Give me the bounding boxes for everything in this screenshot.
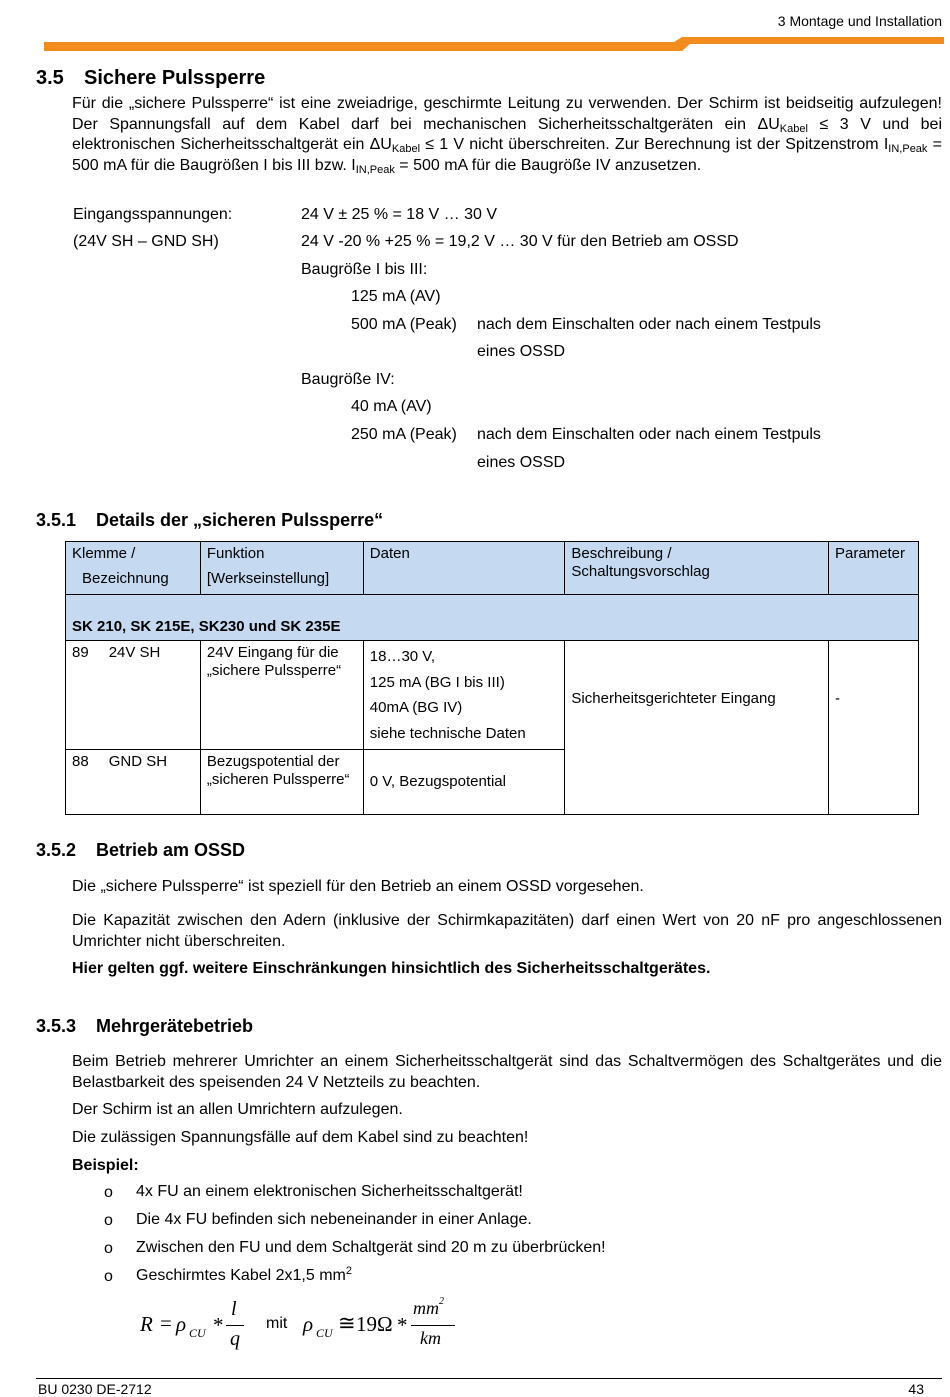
multi-paragraph-2: Der Schirm ist an allen Umrichtern aufzulegen. — [72, 1101, 403, 1118]
running-header: 3 Montage und Installation — [777, 13, 942, 29]
header-beschreibung: Beschreibung / Schaltungsvorschlag — [565, 542, 829, 595]
formula-approx: ≅ — [338, 1311, 356, 1335]
subsection-title: Betrieb am OSSD — [96, 840, 246, 860]
formula-km: km — [420, 1328, 441, 1348]
spec-voltage-ossd: 24 V -20 % +25 % = 19,2 V … 30 V für den Betrieb am OSSD — [301, 233, 739, 250]
parameter-cell: - — [828, 641, 918, 815]
section-title: Sichere Pulssperre — [84, 67, 266, 89]
details-table — [65, 541, 919, 815]
bullet-marker: o — [104, 1184, 113, 1201]
function-88: Bezugspotential der „sicheren Pulssperre“ — [200, 750, 363, 815]
intro-paragraph: Für die „sichere Pulssperre“ ist eine zweiadrige, geschirmte Leitung zu verwenden. Der Schirm ist beidseitig aufzulegen! Der Spannungsfall auf dem Kabel darf bei mechanischen Sicherheitsschaltgeräten ein $\Delta U_{Kabel} \le 3$ V und bei elektronischen Sicherheitsschaltgerät ein $\Delta U_{Kabel} \le 1$ V nicht überschreiten. Zur Berechnung ist der Spitzenstrom $I_{IN,Peak} = 500$ mA für die Baugrößen I bis III bzw. $I_{IN,Peak} = 500$ mA für die Baugröße IV anzusetzen. — [72, 95, 943, 176]
spec-size-1-3-peak-desc-cont: eines OSSD — [477, 343, 566, 360]
subsection-number: 3.5.2 — [36, 840, 77, 860]
terminal-89: 89 24V SH — [66, 641, 201, 750]
formula-times-2: * — [397, 1313, 408, 1337]
ossd-paragraph-1: Die „sichere Pulssperre“ ist speziell für den Betrieb an einem OSSD vorgesehen. — [72, 878, 644, 895]
bullet-marker: o — [104, 1240, 113, 1257]
formula-cu: CU — [189, 1326, 206, 1340]
formula-rho: ρ — [176, 1312, 187, 1336]
footer-page-number: 43 — [908, 1381, 924, 1397]
formula-cu-2: CU — [316, 1326, 333, 1340]
function-89: 24V Eingang für die „sichere Pulssperre“ — [200, 641, 363, 750]
formula-mm: $mm^2$ — [413, 1296, 444, 1318]
footer-rule — [36, 1378, 942, 1379]
description-cell: Sicherheitsgerichteter Eingang — [565, 641, 829, 815]
list-item: 4x FU an einem elektronischen Sicherheitsschaltgerät! — [136, 1183, 523, 1200]
spec-size-1-3-av: 125 mA (AV) — [351, 288, 441, 305]
fraction-line — [226, 1325, 244, 1326]
header-funktion: Funktion [Werkseinstellung] — [200, 542, 363, 595]
spec-size-4-av: 40 mA (AV) — [351, 398, 432, 415]
formula-rho-2: ρ — [303, 1312, 314, 1336]
formula-equals: = — [160, 1311, 172, 1335]
footer-doc-id: BU 0230 DE-2712 — [38, 1381, 152, 1397]
section-number: 3.5 — [36, 67, 64, 89]
formula-q: q — [230, 1328, 240, 1350]
table-header-row — [66, 542, 919, 595]
data-88: 0 V, Bezugspotential — [363, 750, 565, 815]
header-daten: Daten — [363, 542, 565, 595]
multi-paragraph-3: Die zulässigen Spannungsfälle auf dem Kabel sind zu beachten! — [72, 1129, 529, 1146]
spec-size-4-peak: 250 mA (Peak) — [351, 426, 457, 443]
spec-size-1-3-peak-desc: nach dem Einschalten oder nach einem Testpuls — [477, 316, 821, 333]
formula-R: R — [140, 1312, 153, 1336]
header-parameter: Parameter — [828, 542, 918, 595]
spec-size-4-title: Baugröße IV: — [301, 371, 395, 388]
device-series-label: SK 210, SK 215E, SK230 und SK 235E — [66, 595, 919, 641]
spec-label-input-voltages: Eingangsspannungen: — [73, 206, 233, 223]
table-row — [66, 641, 919, 750]
subsection-title: Details der „sicheren Pulssperre“ — [96, 510, 384, 530]
list-item: Geschirmtes Kabel 2x1,5 $mm^2$ — [136, 1265, 352, 1284]
header-accent-bar — [44, 37, 944, 53]
formula-value: 19Ω — [356, 1312, 393, 1336]
ossd-paragraph-2: Die Kapazität zwischen den Adern (inklusive der Schirmkapazitäten) darf einen Wert von 20 nF pro angeschlossenen Umrichter nicht überschreiten. — [72, 912, 942, 950]
formula-times: * — [213, 1313, 224, 1337]
subsection-number: 3.5.1 — [36, 510, 77, 530]
spec-voltage-range: 24 V ± 25 % = 18 V … 30 V — [301, 206, 498, 223]
bullet-marker: o — [104, 1212, 113, 1229]
spec-size-4-peak-desc-cont: eines OSSD — [477, 454, 566, 471]
multi-paragraph-1: Beim Betrieb mehrerer Umrichter an einem Sicherheitsschaltgerät sind das Schaltvermögen des Schaltgerätes und die Belastbarkeit des speisenden 24 V Netzteils zu beachten. — [72, 1053, 942, 1091]
subsection-number: 3.5.3 — [36, 1016, 77, 1036]
spec-size-1-3-title: Baugröße I bis III: — [301, 261, 428, 278]
table-section-row — [66, 595, 919, 641]
fraction-line — [411, 1325, 455, 1326]
header-klemme: Klemme / Bezeichnung — [66, 542, 201, 595]
data-89: 18…30 V, 125 mA (BG I bis III) 40mA (BG IV) siehe technische Daten — [363, 641, 565, 750]
spec-size-1-3-peak: 500 mA (Peak) — [351, 316, 457, 333]
list-item: Zwischen den FU und dem Schaltgerät sind 20 m zu überbrücken! — [136, 1239, 606, 1256]
formula-mit: mit — [266, 1315, 288, 1332]
bullet-marker: o — [104, 1268, 113, 1285]
spec-label-terminals: (24V SH – GND SH) — [73, 233, 219, 250]
example-label: Beispiel: — [72, 1157, 139, 1174]
subsection-title: Mehrgerätebetrieb — [96, 1016, 254, 1036]
terminal-88: 88 GND SH — [66, 750, 201, 815]
formula-l: l — [231, 1298, 237, 1320]
ossd-note: Hier gelten ggf. weitere Einschränkungen hinsichtlich des Sicherheitsschaltgerätes. — [72, 960, 711, 977]
list-item: Die 4x FU befinden sich nebeneinander in einer Anlage. — [136, 1211, 532, 1228]
spec-size-4-peak-desc: nach dem Einschalten oder nach einem Testpuls — [477, 426, 821, 443]
